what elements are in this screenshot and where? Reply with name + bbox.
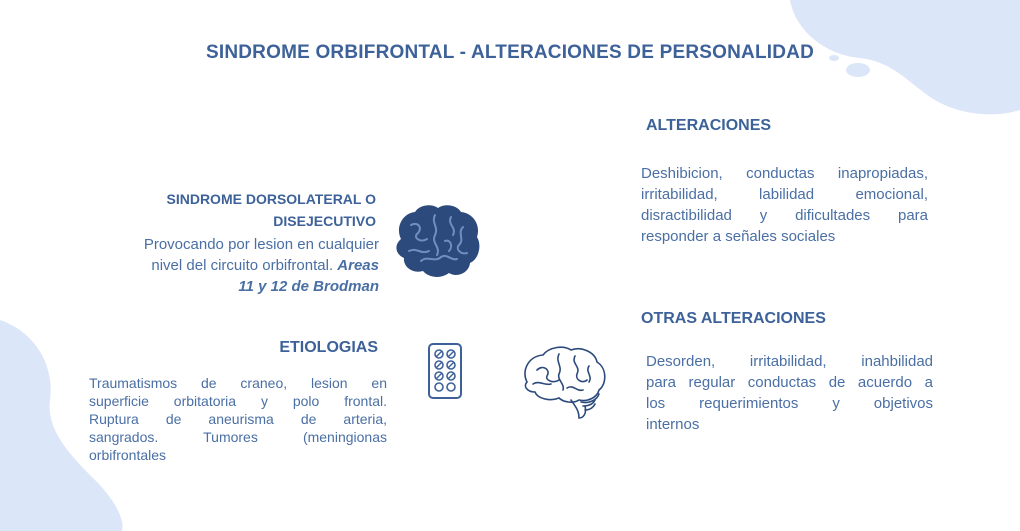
etiologias-heading: ETIOLOGIAS xyxy=(279,339,378,356)
dorsolateral-text-line3 xyxy=(100,276,379,297)
etiologias-line: superficie orbitatoria y polo frontal. xyxy=(89,393,387,409)
dorsolateral-text-line2-plain: nivel del circuito orbifrontal. xyxy=(151,257,338,274)
dorsolateral-text-line1: Provocando por lesion en cualquier xyxy=(143,236,379,253)
dorsolateral-text-line2 xyxy=(100,255,379,276)
alteraciones-text xyxy=(641,163,928,247)
otras-line: internos xyxy=(646,416,700,433)
dorsolateral-text xyxy=(100,234,379,297)
dorsolateral-heading-line1: SINDROME DORSOLATERAL O xyxy=(166,191,376,207)
pill-pack-icon xyxy=(427,342,463,400)
etiologias-line: sangrados. Tumores (meningionas xyxy=(89,429,387,445)
etiologias-line: Traumatismos de craneo, lesion en xyxy=(89,375,387,391)
etiologias-line: Ruptura de aneurisma de arteria, xyxy=(89,411,387,427)
dorsolateral-heading xyxy=(150,188,376,232)
brain-outline-icon xyxy=(519,344,609,422)
otras-line: Desorden, irritabilidad, inahbilidad xyxy=(646,353,933,370)
otras-line: los requerimientos y objetivos xyxy=(646,395,933,412)
alteraciones-line: disractibilidad y dificultades para xyxy=(641,207,928,224)
dorsolateral-heading-line2: DISEJECUTIVO xyxy=(273,213,376,229)
otras-alteraciones-text xyxy=(646,351,933,435)
alteraciones-heading: ALTERACIONES xyxy=(646,117,772,134)
alteraciones-line: responder a señales sociales xyxy=(641,228,836,245)
brain-filled-icon xyxy=(391,203,483,281)
dorsolateral-text-line2-emph: Areas xyxy=(337,257,379,274)
dorsolateral-text-line3-emph: 11 y 12 de Brodman xyxy=(238,278,379,295)
otras-alteraciones-heading: OTRAS ALTERACIONES xyxy=(641,310,826,327)
etiologias-text xyxy=(89,374,387,464)
alteraciones-line: Deshibicion, conductas inapropiadas, xyxy=(641,165,928,182)
page-title: SINDROME ORBIFRONTAL - ALTERACIONES DE PERSONALIDAD xyxy=(205,42,814,63)
otras-line: para regular conductas de acuerdo a xyxy=(646,374,933,391)
alteraciones-line: irritabilidad, labilidad emocional, xyxy=(641,186,928,203)
etiologias-line: orbifrontales xyxy=(89,447,167,463)
